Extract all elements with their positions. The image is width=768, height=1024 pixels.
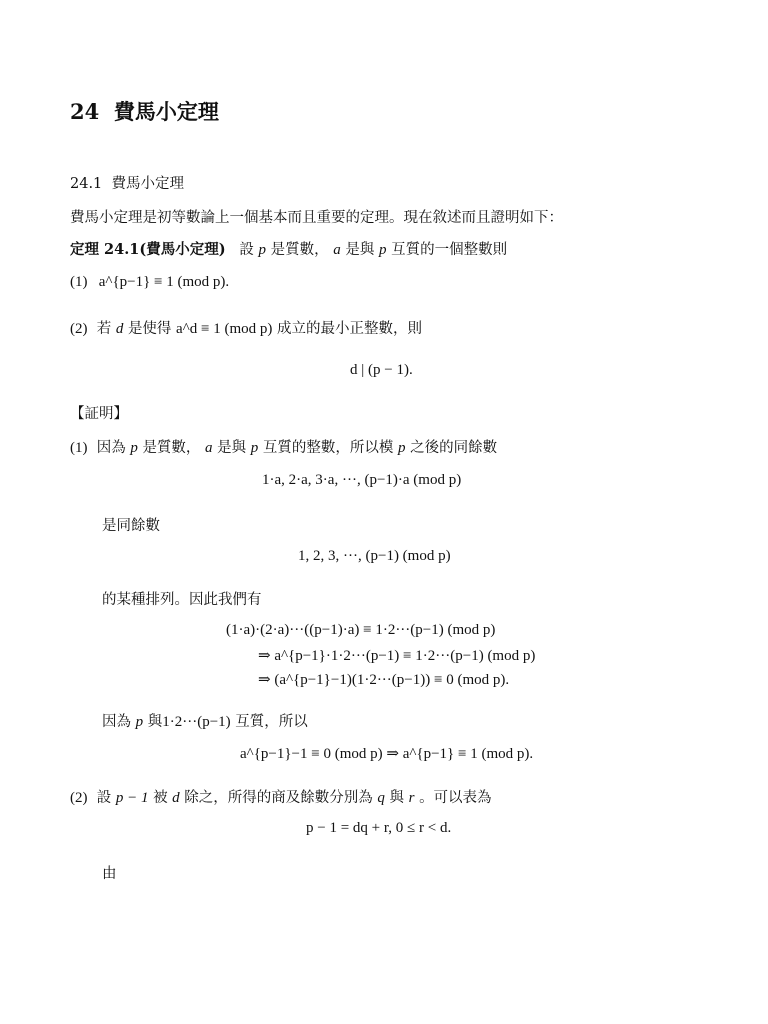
item-2-formula: a^d ≡ 1 (mod p) — [176, 321, 273, 337]
theorem-var-p2: p — [378, 242, 387, 258]
proof-2-var-q: q — [377, 790, 385, 806]
proof-2-var-r: r — [408, 790, 415, 806]
proof-1-var-p2: p — [250, 440, 259, 456]
chapter-number: 24 — [70, 99, 100, 124]
proof-2-text-2: 被 — [153, 790, 168, 806]
proof-1-text-5: 之後的同餘數 — [410, 440, 498, 456]
proof-label: 【証明】 — [70, 406, 128, 422]
intro-paragraph: 費馬小定理是初等數論上一個基本而且重要的定理。現在敘述而且證明如下： — [70, 210, 563, 226]
proof-1-line-3: 的某種排列。因此我們有 — [102, 592, 262, 608]
proof-1-line-4a: 因為 — [102, 714, 131, 730]
item-2-text-3: 成立的最小正整數，則 — [276, 321, 422, 337]
residue-sequence-equation: 1·a, 2·a, 3·a, ···, (p−1)·a (mod p) — [262, 472, 462, 488]
final-equation: a^{p−1}−1 ≡ 0 (mod p) ⇒ a^{p−1} ≡ 1 (mod p). — [240, 746, 534, 762]
proof-1-text-3: 是與 — [217, 440, 247, 456]
item-2-var-d: d — [115, 321, 124, 337]
item-2-display-equation: d | (p − 1). — [350, 362, 413, 378]
chain-equation-3: ⇒ (a^{p−1}−1)(1·2···(p−1)) ≡ 0 (mod p). — [258, 672, 510, 688]
proof-1-var-p4: p — [135, 714, 144, 730]
proof-1-line — [70, 436, 497, 457]
proof-1-text-2: 是質數， — [142, 440, 201, 456]
complete-residue-equation: 1, 2, 3, ···, (p−1) (mod p) — [298, 548, 451, 564]
proof-2-text-4: 與 — [389, 790, 404, 806]
theorem-text-4: 互質的一個整數則 — [391, 242, 508, 258]
proof-1-var-p: p — [130, 440, 138, 456]
theorem-text-3: 是與 — [345, 242, 375, 258]
proof-1-line-2: 是同餘數 — [102, 518, 160, 534]
item-1-number: (1) — [70, 274, 88, 290]
proof-2-text-1: 設 — [96, 790, 112, 806]
theorem-text-1: 設 — [239, 242, 254, 258]
theorem-label: 定理 24.1(費馬小定理) — [70, 241, 226, 258]
proof-2-text-3: 除之，所得的商及餘數分別為 — [184, 790, 373, 806]
item-2-number: (2) — [70, 321, 88, 337]
proof-1-var-p3: p — [397, 440, 406, 456]
theorem-text-2: 是質數， — [270, 242, 329, 258]
chain-equation-1: (1·a)·(2·a)···((p−1)·a) ≡ 1·2···(p−1) (mod p) — [226, 622, 496, 638]
chapter-name: 費馬小定理 — [113, 99, 219, 124]
proof-2-text-5: 。可以表為 — [419, 790, 492, 806]
item-2-text-2: 是使得 — [127, 321, 172, 337]
section-title: 費馬小定理 — [111, 176, 185, 192]
proof-1-coprime-expr: 1·2···(p−1) — [162, 714, 231, 730]
proof-2-expr: p − 1 — [115, 790, 149, 806]
proof-1-number: (1) — [70, 440, 88, 456]
theorem-var-p: p — [258, 242, 267, 258]
section-heading — [70, 172, 184, 193]
proof-1-line-4c: 互質，所以 — [235, 714, 308, 730]
proof-1-line-4 — [102, 710, 308, 731]
chapter-title — [70, 96, 219, 126]
proof-2-last-line: 由 — [102, 866, 117, 882]
theorem-item-1 — [70, 274, 229, 291]
proof-1-var-a: a — [205, 440, 213, 456]
proof-2-line — [70, 786, 492, 807]
division-equation: p − 1 = dq + r, 0 ≤ r < d. — [306, 820, 452, 836]
proof-2-number: (2) — [70, 790, 88, 806]
theorem-item-2 — [70, 317, 422, 338]
section-number: 24.1 — [70, 176, 103, 192]
proof-2-var-d: d — [172, 790, 180, 806]
theorem-statement — [70, 238, 507, 259]
item-1-formula: a^{p−1} ≡ 1 (mod p). — [98, 274, 230, 290]
proof-1-text-4: 互質的整數，所以模 — [262, 440, 394, 456]
chain-equation-2: ⇒ a^{p−1}·1·2···(p−1) ≡ 1·2···(p−1) (mod p) — [258, 648, 536, 664]
theorem-var-a: a — [333, 242, 341, 258]
item-2-text-1: 若 — [96, 321, 112, 337]
proof-1-line-4b: 與 — [147, 714, 163, 730]
proof-1-text-1: 因為 — [96, 440, 126, 456]
